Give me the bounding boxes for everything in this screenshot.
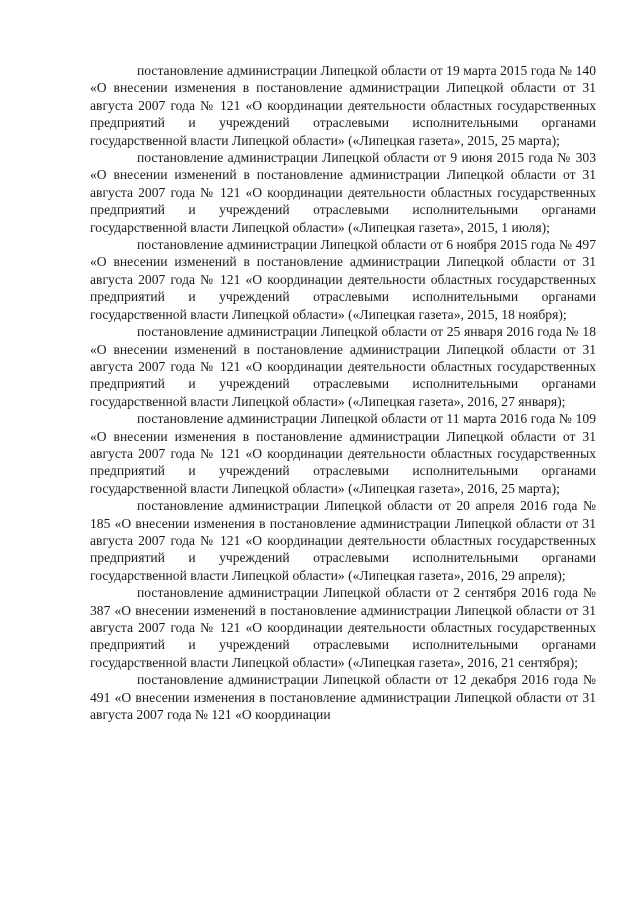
paragraph-resolution-185: постановление администрации Липецкой области от 20 апреля 2016 года № 185 «О внесении изменения в постановление администрации Липецкой области от 31 августа 2007 года № 121 «О координации деятельности областных государственных предприятий и учреждений отраслевыми исполнительными органами государственной власти Липецкой области» («Липецкая газета», 2016, 29 апреля); bbox=[90, 498, 596, 583]
paragraph-resolution-18: постановление администрации Липецкой области от 25 января 2016 года № 18 «О внесении изменений в постановление администрации Липецкой области от 31 августа 2007 года № 121 «О координации деятельности областных государственных предприятий и учреждений отраслевыми исполнительными органами государственной власти Липецкой области» («Липецкая газета», 2016, 27 января); bbox=[90, 324, 596, 409]
paragraph-resolution-303: постановление администрации Липецкой области от 9 июня 2015 года № 303 «О внесении изменений в постановление администрации Липецкой области от 31 августа 2007 года № 121 «О координации деятельности областных государственных предприятий и учреждений отраслевыми исполнительными органами государственной власти Липецкой области» («Липецкая газета», 2015, 1 июля); bbox=[90, 150, 596, 235]
paragraph-resolution-497: постановление администрации Липецкой области от 6 ноября 2015 года № 497 «О внесении изменений в постановление администрации Липецкой области от 31 августа 2007 года № 121 «О координации деятельности областных государственных предприятий и учреждений отраслевыми исполнительными органами государственной власти Липецкой области» («Липецкая газета», 2015, 18 ноября); bbox=[90, 237, 596, 322]
paragraph-resolution-140: постановление администрации Липецкой области от 19 марта 2015 года № 140 «О внесении изменения в постановление администрации Липецкой области от 31 августа 2007 года № 121 «О координации деятельности областных государственных предприятий и учреждений отраслевыми исполнительными органами государственной власти Липецкой области» («Липецкая газета», 2015, 25 марта); bbox=[90, 63, 596, 148]
paragraph-resolution-109: постановление администрации Липецкой области от 11 марта 2016 года № 109 «О внесении изменения в постановление администрации Липецкой области от 31 августа 2007 года № 121 «О координации деятельности областных государственных предприятий и учреждений отраслевыми исполнительными органами государственной власти Липецкой области» («Липецкая газета», 2016, 25 марта); bbox=[90, 411, 596, 496]
document-page bbox=[90, 62, 596, 723]
paragraph-resolution-491: постановление администрации Липецкой области от 12 декабря 2016 года № 491 «О внесении изменения в постановление администрации Липецкой области от 31 августа 2007 года № 121 «О координации bbox=[90, 672, 596, 723]
paragraph-resolution-387: постановление администрации Липецкой области от 2 сентября 2016 года № 387 «О внесении изменений в постановление администрации Липецкой области от 31 августа 2007 года № 121 «О координации деятельности областных государственных предприятий и учреждений отраслевыми исполнительными органами государственной власти Липецкой области» («Липецкая газета», 2016, 21 сентября); bbox=[90, 585, 596, 670]
